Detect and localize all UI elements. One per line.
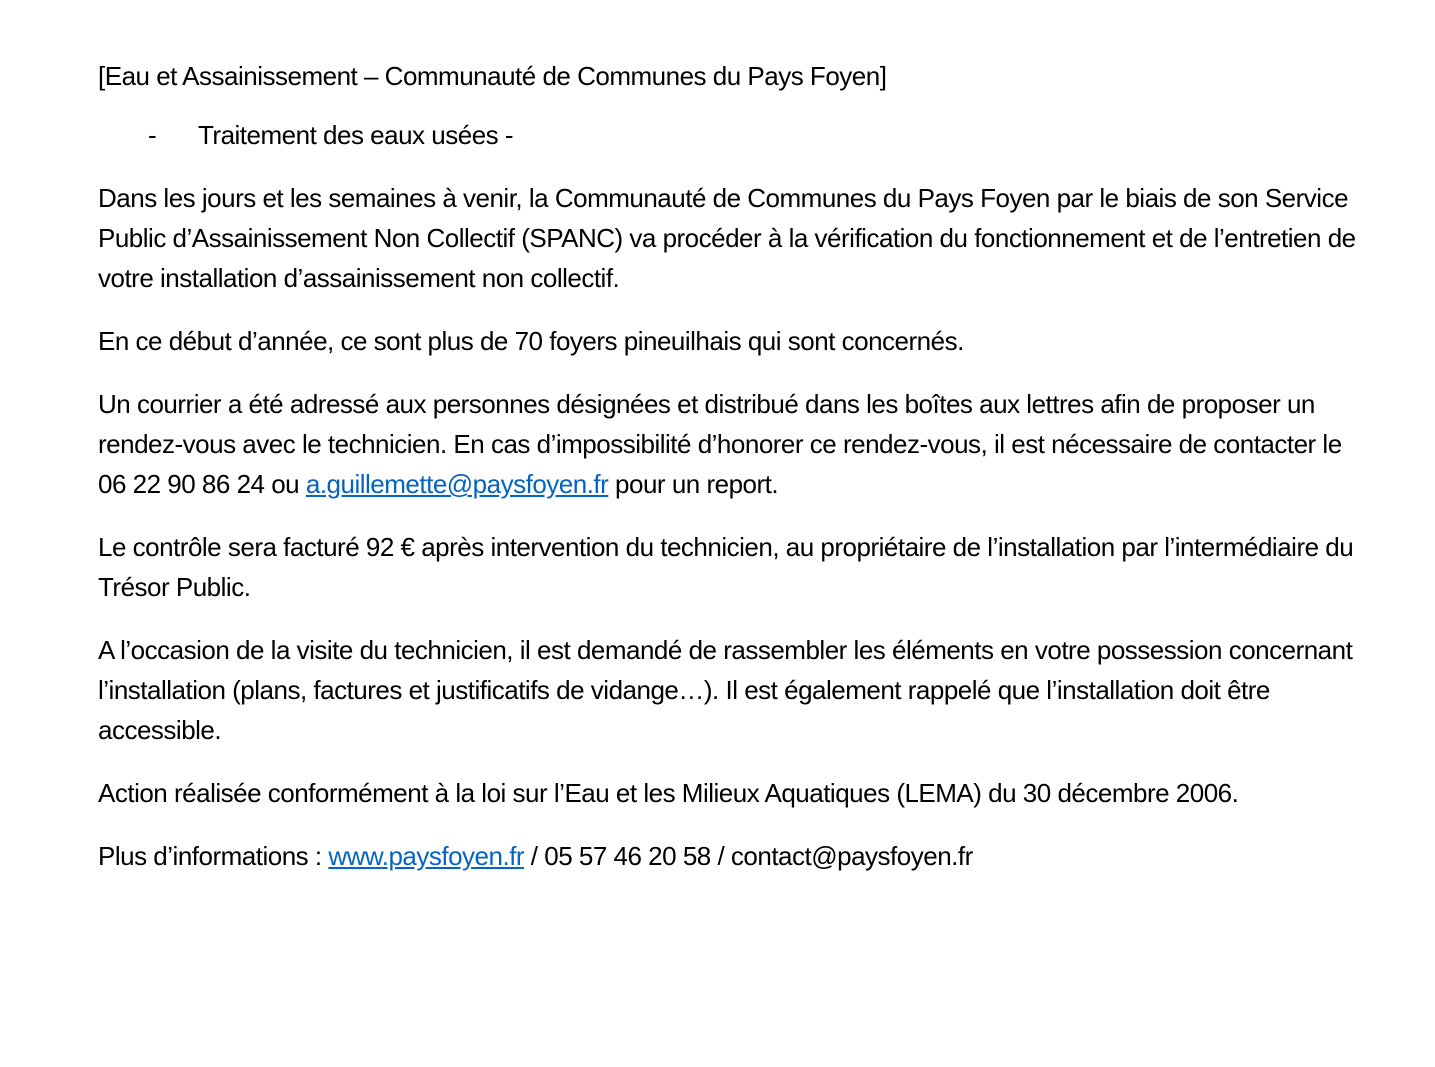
paragraph-billing: Le contrôle sera facturé 92 € après intervention du technicien, au propriétaire de l’installation par l’intermédiaire du Trésor Public. — [98, 532, 1354, 602]
paragraph-visit: A l’occasion de la visite du technicien, il est demandé de rassembler les éléments en votre possession concernant l’installation (plans, factures et justificatifs de vidange…). Il est également rappelé que l’installation doit être accessible. — [98, 635, 1353, 745]
appointment-text-end: pour un report. — [608, 469, 779, 499]
paragraph-contact — [98, 836, 1368, 876]
appointment-text: Un courrier a été adressé aux personnes désignées et distribué dans les boîtes aux lettres afin de proposer un rendez-vous avec le technicien. En cas d’impossibilité d’honorer ce rendez-vous, il est nécessaire de contacter le 06 22 90 86 24 ou — [98, 389, 1342, 499]
contact-label: Plus d’informations : — [98, 841, 329, 871]
paragraph-law: Action réalisée conformément à la loi sur l’Eau et les Milieux Aquatiques (LEMA) du 30 décembre 2006. — [98, 778, 1239, 808]
subheading-bullet: - — [148, 120, 157, 150]
paragraph-spanc-intro: Dans les jours et les semaines à venir, la Communauté de Communes du Pays Foyen par le biais de son Service Public d’Assainissement Non Collectif (SPANC) va procéder à la vérification du fonctionnement et de l’entretien de votre installation d’assainissement non collectif. — [98, 183, 1356, 293]
document-heading: [Eau et Assainissement – Communauté de Communes du Pays Foyen] — [98, 61, 887, 91]
paragraph-households: En ce début d’année, ce sont plus de 70 foyers pineuilhais qui sont concernés. — [98, 326, 964, 356]
paragraph-appointment — [98, 384, 1368, 504]
document-subheading — [98, 115, 1368, 155]
document-page — [98, 56, 1368, 899]
email-link[interactable]: a.guillemette@paysfoyen.fr — [305, 469, 609, 499]
contact-details: / 05 57 46 20 58 / contact@paysfoyen.fr — [524, 841, 973, 871]
website-link[interactable]: www.paysfoyen.fr — [328, 841, 525, 871]
subheading-text: Traitement des eaux usées - — [198, 120, 514, 150]
